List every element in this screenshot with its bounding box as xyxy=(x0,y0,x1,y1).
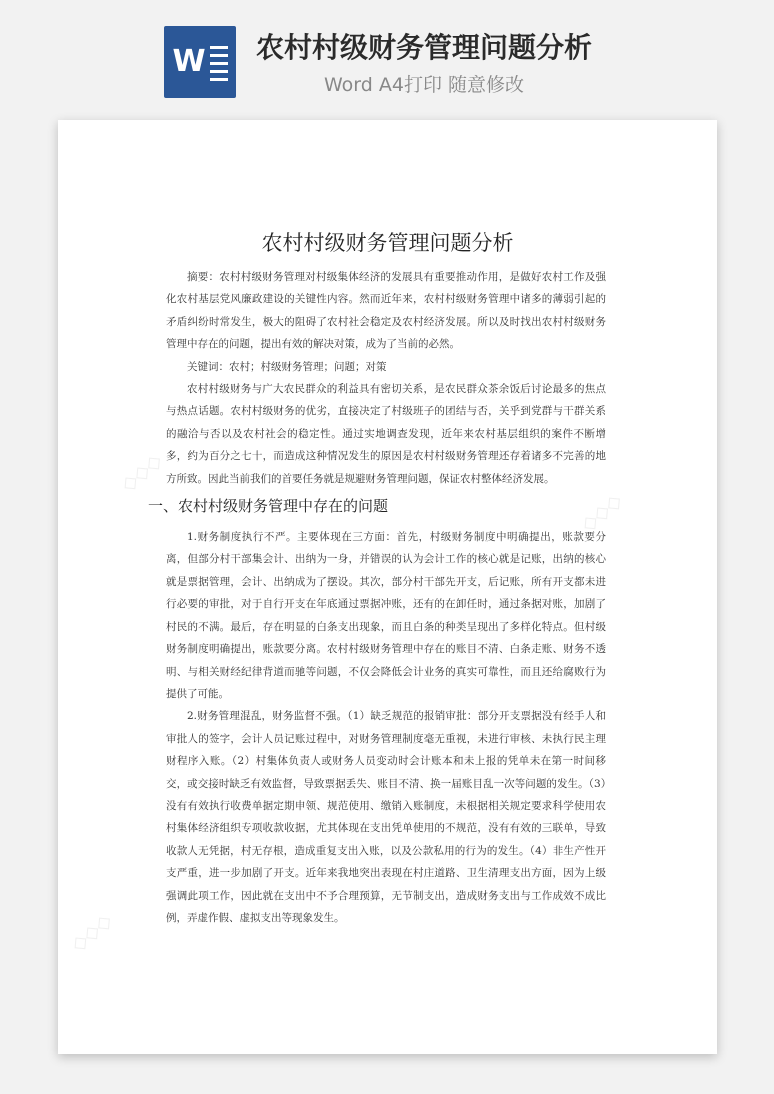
watermark-pattern: ◇◇◇ xyxy=(115,447,167,497)
header-banner xyxy=(0,0,774,112)
watermark-pattern: ◇◇◇ xyxy=(65,907,117,957)
intro-paragraph: 农村村级财务与广大农民群众的利益具有密切关系，是农民群众茶余饭后讨论最多的焦点与热点话题。农村村级财务的优劣，直接决定了村级班子的团结与否，关乎到党群与干群关系的融洽与否以及农村社会的稳定性。通过实地调查发现，近年来农村基层组织的案件不断增多，约为百分之七十，而造成这种情况发生的原因是农村村级财务管理还存着诸多不完善的地方所致。因此当前我们的首要任务就是规避财务管理问题，保证农村整体经济发展。 xyxy=(166,383,606,485)
body-paragraph: 1.财务制度执行不严。主要体现在三方面：首先，村级财务制度中明确提出，账款要分离，但部分村干部集会计、出纳为一身，并错误的认为会计工作的核心就是记账，出纳的核心就是票据管理，会计、出纳成为了摆设。其次，部分村干部先开支，后记账，所有开支都未进行必要的审批，对于自行开支在年底通过票据冲账，还有的在卸任时，通过条据对账，加剧了村民的不满。最后，存在明显的白条支出现象，而且白条的种类呈现出了多样化特点。但村级财务制度明确提出，账款要分离。农村村级财务管理中存在的账目不清、白条走账、财务不透明、与相关财经纪律背道而驰等问题，不仅会降低会计业务的真实可靠性，而且还给腐败行为提供了可能。 xyxy=(166,531,606,700)
word-icon-lines xyxy=(210,46,228,86)
section-heading: 一、农村村级财务管理中存在的问题 xyxy=(148,497,389,516)
keywords-line: 关键词：农村；村级财务管理；问题；对策 xyxy=(187,360,387,373)
document-page xyxy=(58,120,717,1054)
document-body xyxy=(148,266,606,929)
banner-title: 农村村级财务管理问题分析 xyxy=(256,31,593,64)
word-icon-letter: W xyxy=(172,44,206,79)
abstract-paragraph: 摘要：农村村级财务管理对村级集体经济的发展具有重要推动作用，是做好农村工作及强化农村基层党风廉政建设的关键性内容。然而近年来，农村村级财务管理中诸多的薄弱引起的矛盾纠纷时常发生，极大的阻碍了农村社会稳定及农村经济发展。所以及时找出农村村级财务管理中存在的问题，提出有效的解决对策，成为了当前的必然。 xyxy=(166,271,606,351)
watermark-pattern: ◇◇◇ xyxy=(575,487,627,537)
document-title: 农村村级财务管理问题分析 xyxy=(261,231,514,255)
word-document-icon xyxy=(164,26,236,98)
banner-subtitle: Word A4打印 随意修改 xyxy=(324,74,525,96)
body-paragraph: 2.财务管理混乱，财务监督不强。（1）缺乏规范的报销审批：部分开支票据没有经手人和审批人的签字，会计人员记账过程中，对财务管理制度毫无重视，未进行审核、未执行民主理财程序入账。（2）村集体负责人或财务人员变动时会计账本和未上报的凭单未在第一时间移交，或交接时缺乏有效监督，导致票据丢失、账目不清、换一届账目乱一次等问题的发生。（3）没有有效执行收费单据定期申领、规范使用、缴销入账制度，未根据相关规定要求科学使用农村集体经济组织专项收款收据，尤其体现在支出凭单使用的不规范，没有有效的三联单，导致收款人无凭据，村无存根，造成重复支出入账，以及公款私用的行为的发生。（4）非生产性开支严重，进一步加剧了开支。近年来我地突出表现在村庄道路、卫生清理支出方面，因为上级强调此项工作，因此就在支出中不予合理预算，无节制支出，造成财务支出与工作成效不成比例，弄虚作假、虚拟支出等现象发生。 xyxy=(166,710,606,924)
